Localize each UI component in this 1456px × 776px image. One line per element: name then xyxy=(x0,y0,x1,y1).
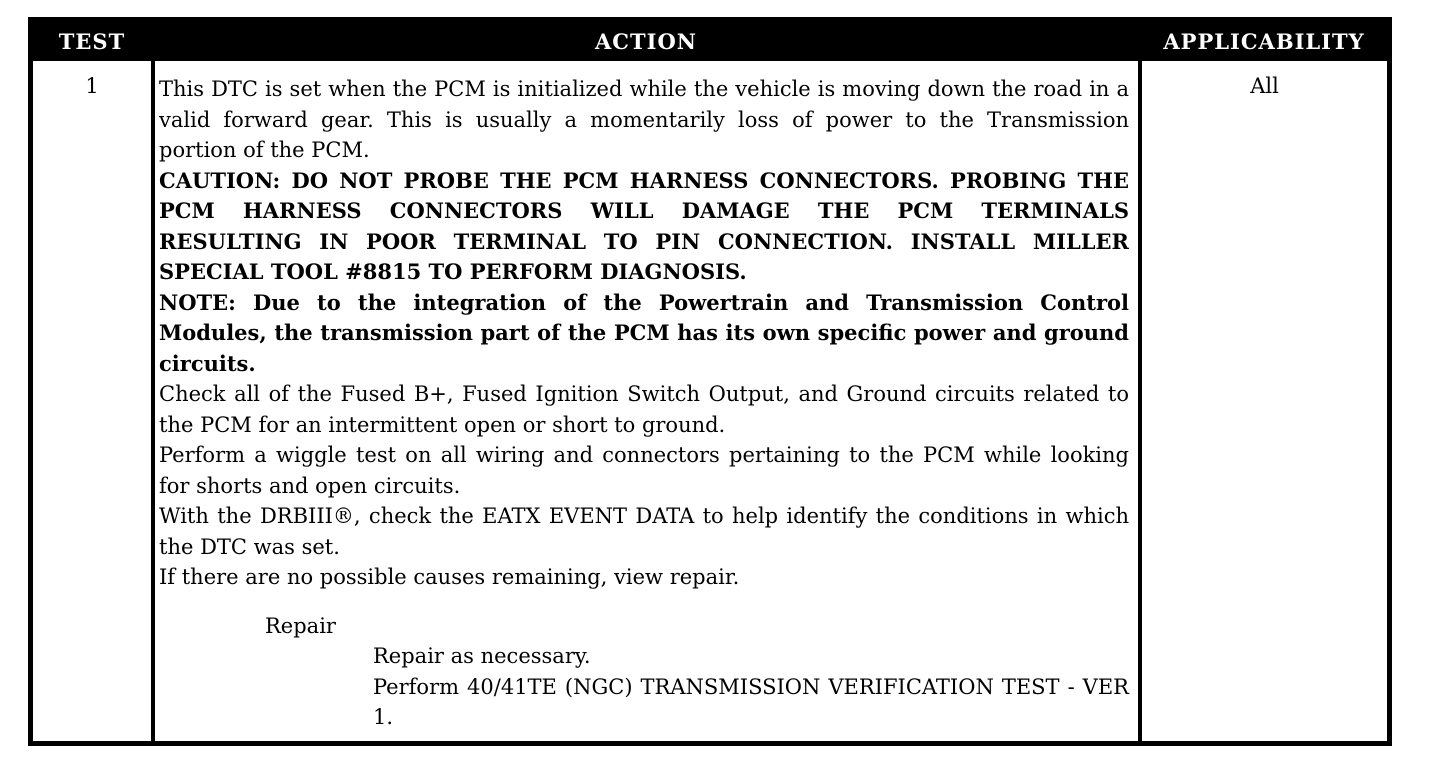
repair-line: Repair as necessary. xyxy=(373,644,591,668)
check-circuits-step: Check all of the Fused B+, Fused Ignition Switch Output, and Ground circuits related to the PCM for an intermittent open or short to ground. xyxy=(159,382,1129,437)
test-number-cell: 1 xyxy=(85,74,99,98)
applicability-cell: All xyxy=(1250,74,1279,98)
repair-label: Repair xyxy=(265,613,336,638)
table-header xyxy=(33,22,1387,61)
header-action: ACTION xyxy=(595,29,697,54)
view-repair-step: If there are no possible causes remaining, view repair. xyxy=(159,565,740,589)
note-text: NOTE: Due to the integration of the Powertrain and Transmission Control Modules, the transmission part of the PCM has its own specific power and ground circuits. xyxy=(159,289,1129,376)
header-applicability: APPLICABILITY xyxy=(1163,29,1365,54)
verification-test-line: Perform 40/41TE (NGC) TRANSMISSION VERIFICATION TEST - VER 1. xyxy=(373,674,1129,729)
column-divider xyxy=(1138,61,1142,741)
column-divider xyxy=(151,61,155,741)
wiggle-test-step: Perform a wiggle test on all wiring and connectors pertaining to the PCM while looking for shorts and open circuits. xyxy=(159,443,1129,498)
drbiii-step: With the DRBIII®, check the EATX EVENT DATA to help identify the conditions in which the DTC was set. xyxy=(159,504,1129,559)
header-test: TEST xyxy=(58,29,126,54)
diagnostic-table xyxy=(28,17,1392,746)
caution-text: CAUTION: DO NOT PROBE THE PCM HARNESS CONNECTORS. PROBING THE PCM HARNESS CONNECTORS WILL DAMAGE THE PCM TERMINALS RESULTING IN POOR TERMINAL TO PIN CONNECTION. INSTALL MILLER SPECIAL TOOL #8815 TO PERFORM DIAGNOSIS. xyxy=(159,167,1129,284)
action-cell xyxy=(159,74,1129,733)
action-intro: This DTC is set when the PCM is initialized while the vehicle is moving down the road in a valid forward gear. This is usually a momentarily loss of power to the Transmission portion of the PCM. xyxy=(159,77,1129,162)
repair-instructions xyxy=(373,641,1129,733)
